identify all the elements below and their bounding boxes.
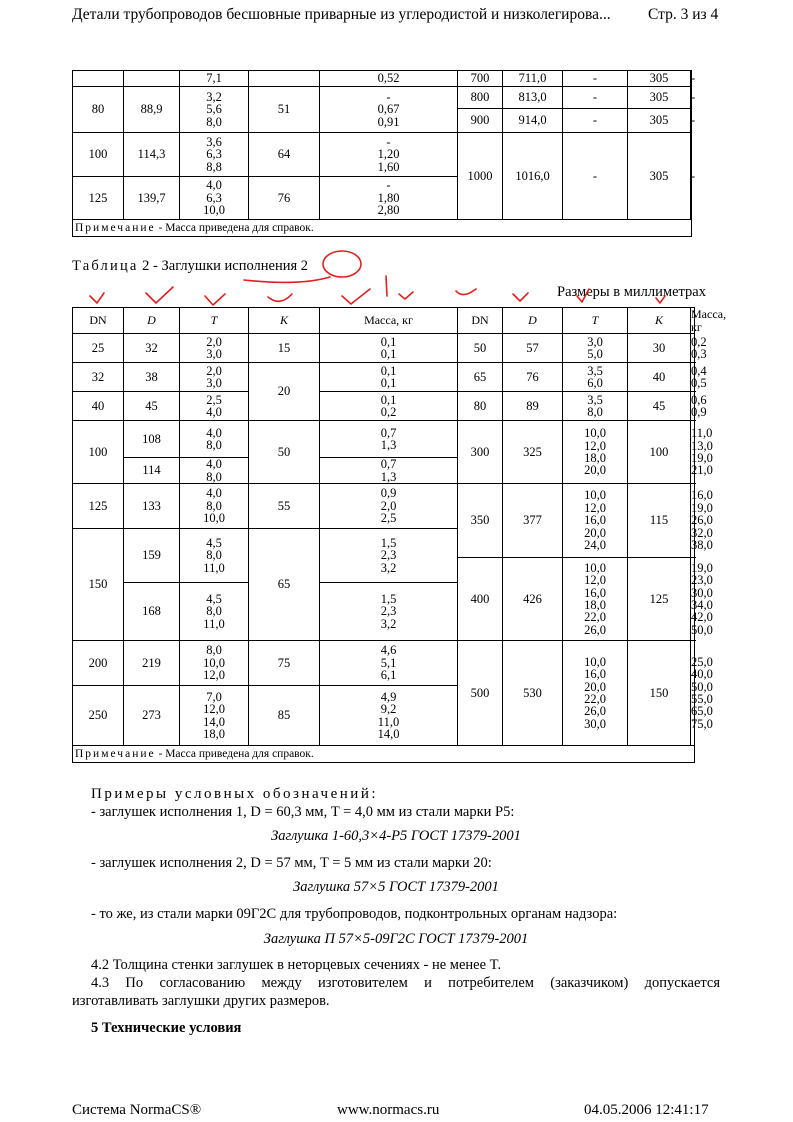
t1-cell-dn-right: 900 (458, 109, 503, 133)
t1-cell-dn: 100 (73, 133, 124, 177)
t2-cell-k: 55 (249, 484, 320, 529)
t1-cell-mass: 0,52 (320, 71, 458, 87)
checkmark-icon (268, 294, 292, 301)
t2-cell-t: 2,0 3,0 (180, 334, 249, 363)
t1-cell-dn (73, 71, 124, 87)
example-3-text: - то же, из стали марки 09Г2С для трубопроводов, подконтрольных органам надзора: (91, 906, 618, 922)
t1-cell-dn: 80 (73, 87, 124, 133)
t2-cell-dn-right: 400 (458, 558, 503, 641)
t1-cell-t: 4,0 6,3 10,0 (180, 177, 249, 220)
t2-cell-k-right: 125 (628, 558, 691, 641)
t2-cell-t: 7,0 12,0 14,0 18,0 (180, 686, 249, 746)
circle-mark (323, 251, 361, 277)
t2-cell-dn: 100 (73, 421, 124, 484)
t2-cell-mass: 0,1 0,1 (320, 334, 458, 363)
clause-4-2: 4.2 Толщина стенки заглушек в неторцевых сечениях - не менее T. (91, 957, 502, 973)
t2-cell-d: 159 (124, 529, 180, 583)
t1-cell-dn-right: 800 (458, 87, 503, 109)
t1-cell-k: 51 (249, 87, 320, 133)
header-mass-right: Масса, кг (691, 307, 727, 334)
t2-cell-mass: 0,9 2,0 2,5 (320, 484, 458, 529)
table-1-continuation (72, 70, 696, 237)
table-row (73, 87, 692, 109)
units-caption: Размеры в миллиметрах (557, 284, 706, 300)
t2-cell-k-right: 115 (628, 484, 691, 558)
t2-cell-mass-right: 0,2 0,3 (691, 334, 707, 361)
table-row (73, 641, 695, 686)
t1-cell-d-right: 711,0 (503, 71, 563, 87)
t2-cell-mass-right: 19,0 23,0 30,0 34,0 42,0 50,0 (691, 558, 695, 641)
t2-cell-d-right: 530 (503, 641, 563, 746)
t1-cell-d: 88,9 (124, 87, 180, 133)
t2-cell-t-right: 3,5 6,0 (563, 363, 628, 392)
table-row (73, 308, 695, 334)
t2-cell-d-right: 57 (503, 334, 563, 363)
t2-cell-dn: 250 (73, 686, 124, 746)
t1-cell-dn-right: 1000 (458, 133, 503, 220)
t2-cell-t-right: 3,5 8,0 (563, 392, 628, 421)
note-text: - Масса приведена для справок. (155, 747, 314, 760)
t2-cell-k: 85 (249, 686, 320, 746)
t2-cell-mass: 1,5 2,3 3,2 (320, 583, 458, 641)
t2-cell-d: 168 (124, 583, 180, 641)
t2-cell-d: 133 (124, 484, 180, 529)
note-text: - Масса приведена для справок. (155, 221, 314, 234)
t2-cell-dn: 200 (73, 641, 124, 686)
underline-mark (244, 277, 330, 282)
table-row (73, 392, 695, 421)
t2-cell-t: 4,0 8,0 10,0 (180, 484, 249, 529)
header-t-right: T (563, 308, 628, 334)
checkmark-icon (513, 293, 528, 301)
t1-cell-k-right: 305 (628, 71, 691, 87)
header-dn: DN (73, 308, 124, 334)
checkmark-icon (90, 293, 104, 303)
table-note-row (73, 220, 692, 237)
t1-cell-t: 3,6 6,3 8,8 (180, 133, 249, 177)
table-note-row (73, 746, 695, 763)
example-1-designation: Заглушка 1-60,3×4-Р5 ГОСТ 17379-2001 (271, 828, 521, 844)
clause-4-3: 4.3 По согласованию между изготовителем и потребителем (заказчиком) допускается (91, 975, 720, 991)
t2-cell-k-right: 30 (628, 334, 691, 363)
header-t: T (180, 308, 249, 334)
checkmark-icon (399, 292, 413, 299)
header-d: D (124, 308, 180, 334)
t2-cell-k-right: 40 (628, 363, 691, 392)
t2-cell-dn: 32 (73, 363, 124, 392)
t2-cell-t: 2,0 3,0 (180, 363, 249, 392)
t2-cell-d: 45 (124, 392, 180, 421)
t2-cell-d: 38 (124, 363, 180, 392)
t1-cell-mass-right: - (691, 71, 696, 86)
t1-cell-k: 64 (249, 133, 320, 177)
table-note (73, 746, 695, 763)
example-2-designation: Заглушка 57×5 ГОСТ 17379-2001 (293, 879, 499, 895)
t2-cell-dn-right: 80 (458, 392, 503, 421)
t2-cell-k: 15 (249, 334, 320, 363)
t1-cell-k-right: 305 (628, 87, 691, 109)
t2-cell-dn-right: 500 (458, 641, 503, 746)
t2-cell-d-right: 325 (503, 421, 563, 484)
t2-cell-mass: 4,6 5,1 6,1 (320, 641, 458, 686)
checkmark-icon (205, 294, 225, 305)
t2-cell-t: 2,5 4,0 (180, 392, 249, 421)
t2-cell-d: 273 (124, 686, 180, 746)
t1-cell-dn: 125 (73, 177, 124, 220)
t1-cell-t: 3,2 5,6 8,0 (180, 87, 249, 133)
t2-cell-dn: 150 (73, 529, 124, 641)
checkmark-icon (342, 289, 370, 304)
table-row (73, 133, 692, 177)
t1-cell-dn-right: 700 (458, 71, 503, 87)
header-d-right: D (503, 308, 563, 334)
t2-cell-d: 114 (124, 458, 180, 484)
t2-cell-k: 65 (249, 529, 320, 641)
t2-cell-mass-right: 25,0 40,0 50,0 55,0 65,0 75,0 (691, 641, 695, 746)
t2-cell-mass-right: 11,0 13,0 19,0 21,0 (691, 421, 695, 484)
header-k: K (249, 308, 320, 334)
t2-cell-t: 4,0 8,0 (180, 458, 249, 484)
t2-cell-mass-right: 0,4 0,5 (691, 363, 707, 390)
header-dn-right: DN (458, 308, 503, 334)
t1-cell-k-right: 305 (628, 109, 691, 133)
t2-cell-t: 4,5 8,0 11,0 (180, 529, 249, 583)
checkmark-icon (146, 287, 173, 303)
table-row (73, 363, 695, 392)
t1-cell-t: 7,1 (180, 71, 249, 87)
t2-cell-t-right: 10,0 12,0 16,0 18,0 22,0 26,0 (563, 558, 628, 641)
t2-cell-dn-right: 50 (458, 334, 503, 363)
table-row (73, 421, 695, 458)
t2-cell-t-right: 10,0 16,0 20,0 22,0 26,0 30,0 (563, 641, 628, 746)
t2-cell-mass: 4,9 9,2 11,0 14,0 (320, 686, 458, 746)
t2-cell-t-right: 3,0 5,0 (563, 334, 628, 363)
t2-cell-d-right: 377 (503, 484, 563, 558)
t2-cell-k: 20 (249, 363, 320, 421)
t1-cell-k (249, 71, 320, 87)
table-2 (72, 307, 727, 763)
document-header-title: Детали трубопроводов бесшовные приварные из углеродистой и низколегирова... (72, 6, 611, 23)
note-label: Примечание (75, 221, 156, 234)
t2-cell-dn: 25 (73, 334, 124, 363)
t1-cell-k: 76 (249, 177, 320, 220)
t2-cell-mass: 0,1 0,2 (320, 392, 458, 421)
example-1-text: - заглушек исполнения 1, D = 60,3 мм, T = 4,0 мм из стали марки Р5: (91, 804, 515, 820)
t2-cell-d-right: 89 (503, 392, 563, 421)
example-3-designation: Заглушка П 57×5-09Г2С ГОСТ 17379-2001 (263, 931, 529, 947)
table-note (73, 220, 692, 237)
t1-cell-t-right: - (563, 109, 628, 133)
checkmark-icon (456, 289, 476, 295)
header-k-right: K (628, 308, 691, 334)
section-5-heading: 5 Технические условия (91, 1020, 242, 1036)
page-counter: Стр. 3 из 4 (648, 6, 719, 23)
t2-cell-dn-right: 300 (458, 421, 503, 484)
table-row (73, 484, 695, 529)
t2-cell-d: 219 (124, 641, 180, 686)
t1-cell-mass-right: - (691, 87, 692, 109)
table-2-title-text: 2 - Заглушки исполнения 2 (138, 258, 309, 274)
note-label: Примечание (75, 747, 156, 760)
t2-cell-dn: 125 (73, 484, 124, 529)
t2-cell-k-right: 100 (628, 421, 691, 484)
footer-datetime: 04.05.2006 12:41:17 (584, 1102, 709, 1118)
t2-cell-mass: 0,7 1,3 (320, 458, 458, 484)
t2-cell-dn-right: 350 (458, 484, 503, 558)
table-2-title-label: Таблица (72, 258, 139, 274)
table-row (73, 334, 695, 363)
t2-cell-t-right: 10,0 12,0 18,0 20,0 (563, 421, 628, 484)
header-mass: Масса, кг (320, 308, 458, 334)
t2-cell-d: 32 (124, 334, 180, 363)
clause-4-3-continued: изготавливать заглушки других размеров. (72, 993, 330, 1009)
table-row (73, 71, 692, 87)
t2-cell-k-right: 45 (628, 392, 691, 421)
t2-cell-mass: 0,1 0,1 (320, 363, 458, 392)
t2-cell-k: 75 (249, 641, 320, 686)
t2-cell-k-right: 150 (628, 641, 691, 746)
t1-cell-t-right: - (563, 71, 628, 87)
t2-cell-t-right: 10,0 12,0 16,0 20,0 24,0 (563, 484, 628, 558)
table-2-title (72, 258, 308, 275)
t1-cell-mass: - 1,20 1,60 (320, 133, 458, 177)
footer-system: Система NormaCS® (72, 1102, 202, 1118)
t2-cell-t: 4,5 8,0 11,0 (180, 583, 249, 641)
t2-cell-d-right: 76 (503, 363, 563, 392)
t2-cell-mass-right: 0,6 0,9 (691, 392, 707, 419)
t2-cell-mass: 0,7 1,3 (320, 421, 458, 458)
t2-cell-t: 4,0 8,0 (180, 421, 249, 458)
t1-cell-mass: - 1,80 2,80 (320, 177, 458, 220)
t1-cell-t-right: - (563, 133, 628, 220)
examples-heading: Примеры условных обозначений: (91, 786, 379, 802)
t2-cell-dn-right: 65 (458, 363, 503, 392)
example-2-text: - заглушек исполнения 2, D = 57 мм, T = 5 мм из стали марки 20: (91, 855, 492, 871)
footer-url[interactable]: www.normacs.ru (337, 1102, 440, 1118)
t2-cell-d-right: 426 (503, 558, 563, 641)
t1-cell-d-right: 1016,0 (503, 133, 563, 220)
t1-cell-k-right: 305 (628, 133, 691, 220)
t1-cell-t-right: - (563, 87, 628, 109)
t1-cell-mass-right: - (691, 133, 692, 220)
t2-cell-t: 8,0 10,0 12,0 (180, 641, 249, 686)
t2-cell-mass-right: 16,0 19,0 26,0 32,0 38,0 (691, 484, 695, 558)
t2-cell-d: 108 (124, 421, 180, 458)
t2-cell-mass: 1,5 2,3 3,2 (320, 529, 458, 583)
t2-cell-k: 50 (249, 421, 320, 484)
t1-cell-d: 139,7 (124, 177, 180, 220)
t1-cell-mass: - 0,67 0,91 (320, 87, 458, 133)
t1-cell-d-right: 813,0 (503, 87, 563, 109)
t1-cell-d: 114,3 (124, 133, 180, 177)
t2-cell-dn: 40 (73, 392, 124, 421)
t1-cell-mass-right: - (691, 109, 692, 133)
stroke-mark (386, 276, 387, 296)
t1-cell-d (124, 71, 180, 87)
t1-cell-d-right: 914,0 (503, 109, 563, 133)
